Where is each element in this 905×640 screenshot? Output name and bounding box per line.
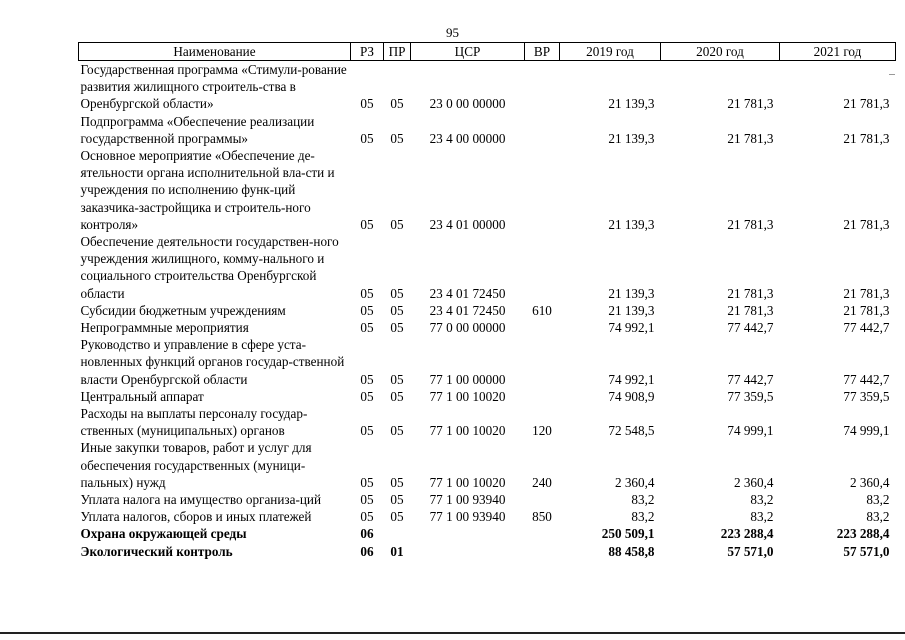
cell-name: Обеспечение деятельности государствен-ного учреждения жилищного, комму-нального и социального строительства Оренбургской области [80, 234, 339, 301]
cell-y2021: 77 359,5 [843, 388, 890, 404]
cell-csr: 77 1 00 10020 [429, 388, 506, 404]
cell-y2020: 83,2 [750, 492, 774, 508]
cell-name: Подпрограмма «Обеспечение реализации государственной программы» [80, 113, 315, 146]
cell-y2019: 74 908,9 [608, 388, 655, 404]
header-name: Наименование [79, 43, 351, 61]
cell-vr [525, 61, 560, 113]
table-row [79, 525, 896, 542]
cell-csr: 77 1 00 93940 [429, 509, 506, 525]
cell-y2019: 72 548,5 [608, 423, 655, 439]
table-row [79, 405, 896, 439]
cell-rz: 05 [360, 388, 374, 404]
cell-name: Уплата налога на имущество организа-ций [80, 492, 322, 508]
table-row [79, 233, 896, 302]
cell-csr: 77 1 00 93940 [429, 492, 506, 508]
cell-rz: 05 [360, 474, 374, 490]
cell-csr: 77 1 00 00000 [429, 371, 506, 387]
cell-csr [411, 543, 525, 560]
scan-mark [889, 74, 895, 75]
cell-csr: 77 0 00 00000 [429, 320, 506, 336]
cell-vr: 610 [532, 302, 552, 318]
cell-vr [525, 319, 560, 336]
cell-y2021: 21 781,3 [843, 96, 890, 112]
cell-name: Иные закупки товаров, работ и услуг для обеспечения государственных (муници-пальных) нужд [80, 440, 312, 490]
cell-y2020: 21 781,3 [727, 96, 774, 112]
cell-rz: 05 [360, 302, 374, 318]
cell-y2020: 57 571,0 [727, 543, 774, 559]
cell-rz: 05 [360, 492, 374, 508]
cell-y2021: 83,2 [866, 509, 890, 525]
cell-csr: 23 4 01 72450 [429, 285, 506, 301]
header-2021: 2021 год [780, 43, 896, 61]
page-number: 95 [446, 25, 459, 40]
cell-name: Охрана окружающей среды [80, 526, 247, 542]
bottom-rule [0, 632, 905, 634]
cell-y2021: 21 781,3 [843, 285, 890, 301]
table-header-row [79, 43, 896, 61]
cell-vr [525, 233, 560, 302]
cell-y2020: 77 442,7 [727, 371, 774, 387]
cell-pr: 05 [390, 130, 404, 146]
table-row [79, 61, 896, 113]
table-row [79, 543, 896, 560]
cell-pr: 05 [390, 474, 404, 490]
table-row [79, 439, 896, 491]
cell-y2020: 2 360,4 [733, 474, 774, 490]
cell-y2021: 2 360,4 [849, 474, 890, 490]
cell-vr [525, 336, 560, 388]
header-csr: ЦСР [411, 43, 525, 61]
cell-rz: 05 [360, 130, 374, 146]
cell-y2019: 250 509,1 [601, 526, 655, 542]
cell-y2020: 21 781,3 [727, 216, 774, 232]
cell-y2019: 83,2 [631, 509, 655, 525]
cell-name: Центральный аппарат [80, 388, 204, 404]
cell-rz: 06 [360, 526, 374, 542]
cell-pr: 05 [390, 371, 404, 387]
cell-y2021: 21 781,3 [843, 130, 890, 146]
cell-name: Государственная программа «Стимули-рование развития жилищного строитель-ства в Оренбургской области» [80, 62, 347, 112]
cell-y2019: 21 139,3 [608, 130, 655, 146]
cell-y2021: 21 781,3 [843, 302, 890, 318]
header-2020: 2020 год [661, 43, 780, 61]
cell-y2020: 83,2 [750, 509, 774, 525]
cell-vr: 240 [532, 474, 552, 490]
budget-table [78, 42, 896, 560]
cell-name: Уплата налогов, сборов и иных платежей [80, 509, 312, 525]
cell-pr: 05 [390, 388, 404, 404]
header-rz: РЗ [351, 43, 384, 61]
cell-rz: 06 [360, 543, 374, 559]
cell-vr [525, 388, 560, 405]
table-row [79, 336, 896, 388]
cell-csr: 23 0 00 00000 [429, 96, 506, 112]
cell-y2020: 223 288,4 [720, 526, 774, 542]
cell-y2019: 74 992,1 [608, 371, 655, 387]
cell-vr [525, 525, 560, 542]
cell-rz: 05 [360, 320, 374, 336]
cell-y2019: 21 139,3 [608, 216, 655, 232]
cell-y2019: 21 139,3 [608, 302, 655, 318]
cell-y2021: 74 999,1 [843, 423, 890, 439]
cell-csr: 23 4 01 72450 [429, 302, 506, 318]
cell-y2020: 21 781,3 [727, 302, 774, 318]
header-pr: ПР [384, 43, 411, 61]
cell-csr: 23 4 00 00000 [429, 130, 506, 146]
cell-y2019: 21 139,3 [608, 285, 655, 301]
cell-y2021: 77 442,7 [843, 320, 890, 336]
cell-y2020: 74 999,1 [727, 423, 774, 439]
cell-name: Непрограммные мероприятия [80, 320, 249, 336]
cell-y2019: 2 360,4 [614, 474, 655, 490]
cell-csr: 77 1 00 10020 [429, 474, 506, 490]
table-row [79, 508, 896, 525]
cell-y2021: 83,2 [866, 492, 890, 508]
cell-pr: 01 [390, 543, 404, 559]
cell-y2020: 21 781,3 [727, 130, 774, 146]
cell-vr [525, 543, 560, 560]
cell-y2021: 223 288,4 [836, 526, 890, 542]
cell-pr [384, 525, 411, 542]
cell-y2019: 74 992,1 [608, 320, 655, 336]
table-row [79, 147, 896, 233]
cell-y2020: 21 781,3 [727, 285, 774, 301]
cell-y2019: 88 458,8 [608, 543, 655, 559]
cell-y2020: 77 359,5 [727, 388, 774, 404]
cell-y2019: 21 139,3 [608, 96, 655, 112]
cell-y2019: 83,2 [631, 492, 655, 508]
cell-vr [525, 491, 560, 508]
cell-pr: 05 [390, 320, 404, 336]
cell-y2021: 21 781,3 [843, 216, 890, 232]
table-row [79, 319, 896, 336]
cell-pr: 05 [390, 423, 404, 439]
cell-rz: 05 [360, 371, 374, 387]
cell-pr: 05 [390, 96, 404, 112]
table-row [79, 302, 896, 319]
cell-csr: 23 4 01 00000 [429, 216, 506, 232]
cell-rz: 05 [360, 423, 374, 439]
header-vr: ВР [525, 43, 560, 61]
cell-rz: 05 [360, 285, 374, 301]
cell-pr: 05 [390, 302, 404, 318]
cell-rz: 05 [360, 96, 374, 112]
cell-pr: 05 [390, 509, 404, 525]
cell-vr: 850 [532, 509, 552, 525]
cell-csr [411, 525, 525, 542]
cell-name: Субсидии бюджетным учреждениям [80, 302, 286, 318]
cell-y2020: 77 442,7 [727, 320, 774, 336]
cell-vr [525, 147, 560, 233]
cell-y2021: 77 442,7 [843, 371, 890, 387]
cell-csr: 77 1 00 10020 [429, 423, 506, 439]
cell-y2021: 57 571,0 [843, 543, 890, 559]
cell-pr: 05 [390, 285, 404, 301]
header-2019: 2019 год [560, 43, 661, 61]
table-row [79, 491, 896, 508]
cell-vr [525, 113, 560, 147]
cell-pr: 05 [390, 216, 404, 232]
cell-name: Расходы на выплаты персоналу государ-ственных (муниципальных) органов [80, 406, 308, 439]
cell-rz: 05 [360, 216, 374, 232]
table-row [79, 113, 896, 147]
cell-rz: 05 [360, 509, 374, 525]
cell-name: Основное мероприятие «Обеспечение де-ятельности органа исполнительной вла-сти и учреждения по исполнению функ-ций заказчика-застройщика и строитель-ного контроля» [80, 148, 335, 232]
cell-vr: 120 [532, 423, 552, 439]
cell-name: Руководство и управление в сфере уста-новленных функций органов государ-ственной власти Оренбургской области [80, 337, 345, 387]
cell-pr: 05 [390, 492, 404, 508]
table-row [79, 388, 896, 405]
cell-name: Экологический контроль [80, 543, 233, 559]
